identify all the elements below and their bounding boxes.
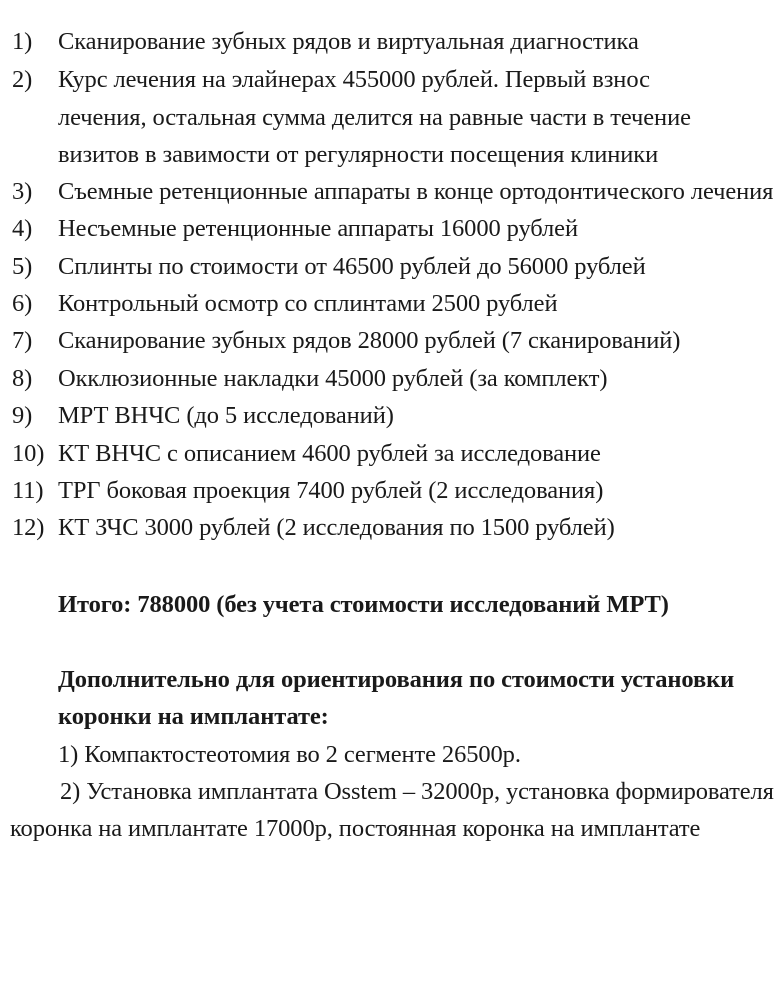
list-item-text: Съемные ретенционные аппараты в конце ортодонтического лечения [58,178,774,205]
list-item-text: визитов в завимости от регулярности посещения клиники [58,141,659,168]
list-item-continuation [0,100,691,136]
list-item-number: 10) [12,440,45,467]
list-item-number: 7) [12,327,33,354]
list-item-number: 4) [12,215,33,242]
additional-heading-cont: коронки на имплантате: [58,703,329,730]
list-item-number: 9) [12,402,33,429]
list-item-number: 5) [12,253,33,280]
list-item-text: Окклюзионные накладки 45000 рублей (за комплект) [58,365,608,392]
list-item [0,361,608,397]
list-item-text: КТ ЗЧС 3000 рублей (2 исследования по 1500 рублей) [58,514,615,541]
list-item [0,24,639,60]
list-item [0,323,681,359]
list-item-number: 12) [12,514,45,541]
additional-item: 1) Компактостеотомия во 2 сегменте 26500р. [58,741,521,768]
list-item-number: 11) [12,477,44,504]
total-line: Итого: 788000 (без учета стоимости исследований МРТ) [58,591,669,618]
list-item [0,286,600,322]
list-item-text: Сканирование зубных рядов 28000 рублей (7 сканирований) [58,327,681,354]
list-item [0,436,600,472]
list-item-continuation [0,137,659,173]
list-item [0,249,646,285]
list-item [0,62,650,98]
additional-item: 2) Установка имплантата Osstem – 32000р, установка формирователя [60,778,774,805]
list-item-number: 3) [12,178,33,205]
list-item-text: ТРГ боковая проекция 7400 рублей (2 исследования) [58,477,604,504]
list-item [0,510,615,546]
additional-heading: Дополнительно для ориентирования по стоимости установки [58,666,735,693]
additional-item-continuation: коронка на имплантате 17000р, постоянная коронка на имплантате [10,815,701,842]
list-item [0,174,774,210]
list-item [0,473,604,509]
list-item-text: КТ ВНЧС с описанием 4600 рублей за исследование [58,440,601,467]
list-item-text: Несъемные ретенционные аппараты 16000 рублей [58,215,578,242]
list-item-text: МРТ ВНЧС (до 5 исследований) [58,402,394,429]
list-item [0,211,600,247]
list-item-number: 2) [12,66,33,93]
list-item-text: Сплинты по стоимости от 46500 рублей до 56000 рублей [58,253,646,280]
list-item-number: 1) [12,28,33,55]
list-item-text: Курс лечения на элайнерах 455000 рублей. Первый взнос [58,66,650,93]
list-item-text: Контрольный осмотр со сплинтами 2500 рублей [58,290,558,317]
list-item-text: лечения, остальная сумма делится на равные части в течение [58,104,691,131]
list-item-text: Сканирование зубных рядов и виртуальная диагностика [58,28,639,55]
list-item-number: 6) [12,290,33,317]
list-item-number: 8) [12,365,33,392]
list-item [0,398,600,434]
